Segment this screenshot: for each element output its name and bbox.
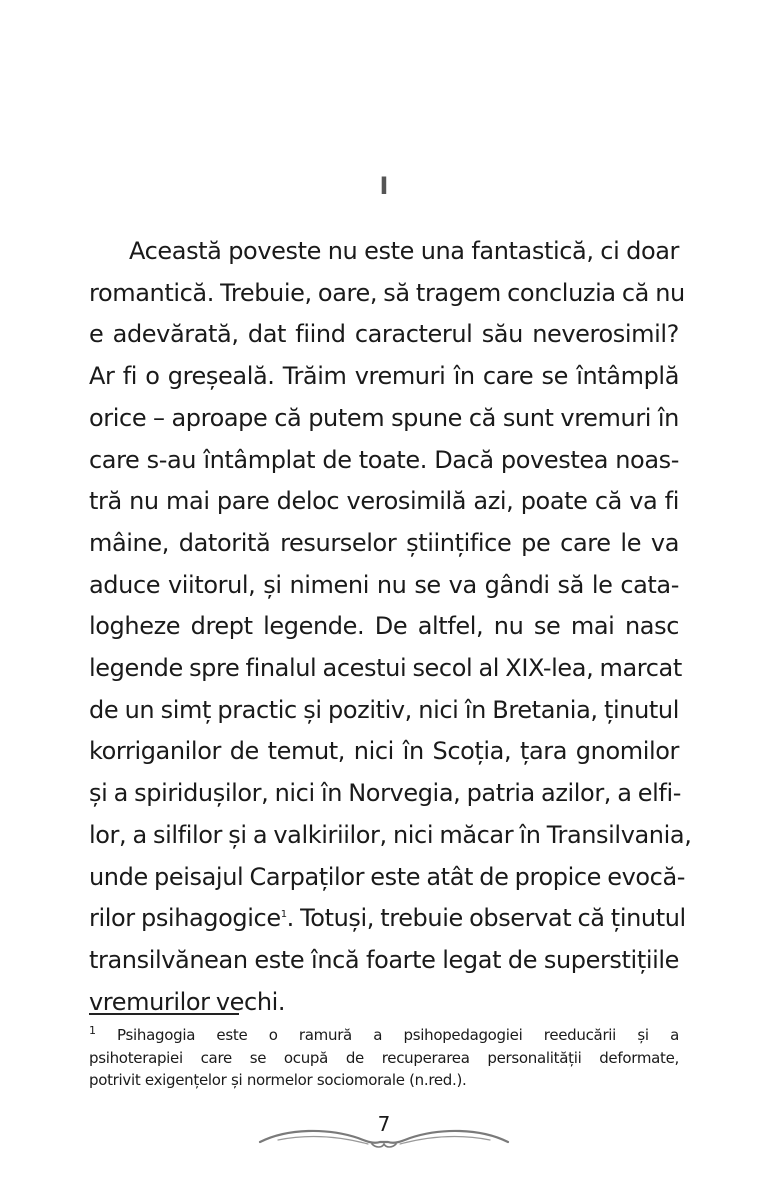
body-line: care s-au întâmplat de toate. Dacă povestea noas- bbox=[89, 445, 679, 474]
footnote-divider bbox=[89, 1013, 239, 1015]
body-line: tră nu mai pare deloc verosimilă azi, poate că va fi bbox=[89, 487, 679, 516]
body-line: orice – aproape că putem spune că sunt vremuri în bbox=[89, 403, 679, 432]
footnote-line: potrivit exigențelor și normelor sociomorale (n.red.). bbox=[89, 1071, 467, 1089]
chapter-numeral: I bbox=[379, 172, 389, 200]
body-line: romantică. Trebuie, oare, să tragem concluzia că nu bbox=[89, 278, 685, 307]
body-line: de un simț practic și pozitiv, nici în Bretania, ținutul bbox=[89, 695, 679, 724]
body-line-text: rilor psihagogice bbox=[89, 904, 281, 933]
body-line: lor, a silfilor și a valkiriilor, nici măcar în Transilvania, bbox=[89, 820, 692, 849]
body-line: e adevărată, dat fiind caracterul său neverosimil? bbox=[89, 320, 679, 349]
body-line-text: . Totuși, trebuie observat că ținutul bbox=[286, 904, 686, 933]
body-line: vremurilor vechi. bbox=[89, 987, 286, 1016]
body-line: legende spre finalul acestui secol al XIX-lea, marcat bbox=[89, 654, 682, 683]
footnote-line: psihoterapiei care se ocupă de recuperarea personalității deformate, bbox=[89, 1048, 679, 1067]
body-line: unde peisajul Carpaților este atât de propice evocă- bbox=[89, 862, 686, 891]
body-line: logheze drept legende. De altfel, nu se mai nasc bbox=[89, 612, 679, 641]
body-line: mâine, datorită resurselor științifice pe care le va bbox=[89, 528, 679, 557]
footnote-line bbox=[89, 1024, 679, 1047]
body-line: Această poveste nu este una fantastică, ci doar bbox=[129, 237, 679, 265]
body-text bbox=[89, 231, 692, 1023]
flourish-ornament-icon bbox=[258, 1122, 510, 1152]
page-number: 7 bbox=[377, 1112, 391, 1136]
body-line: și a spiridușilor, nici în Norvegia, patria azilor, a elfi- bbox=[89, 779, 682, 808]
footnote-marker: 1 bbox=[89, 1024, 96, 1037]
footnote bbox=[89, 1024, 679, 1092]
body-line: transilvănean este încă foarte legat de superstițiile bbox=[89, 945, 679, 974]
body-line: korriganilor de temut, nici în Scoția, țara gnomilor bbox=[89, 737, 679, 766]
body-line: aduce viitorul, și nimeni nu se va gândi să le cata- bbox=[89, 570, 679, 599]
footnote-text: Psihagogia este o ramură a psihopedagogiei reeducării și a bbox=[95, 1026, 679, 1044]
footnote-reference[interactable]: 1 bbox=[280, 909, 287, 921]
body-line: Ar fi o greșeală. Trăim vremuri în care se întâmplă bbox=[89, 362, 679, 391]
body-line-with-footnote bbox=[89, 898, 686, 940]
